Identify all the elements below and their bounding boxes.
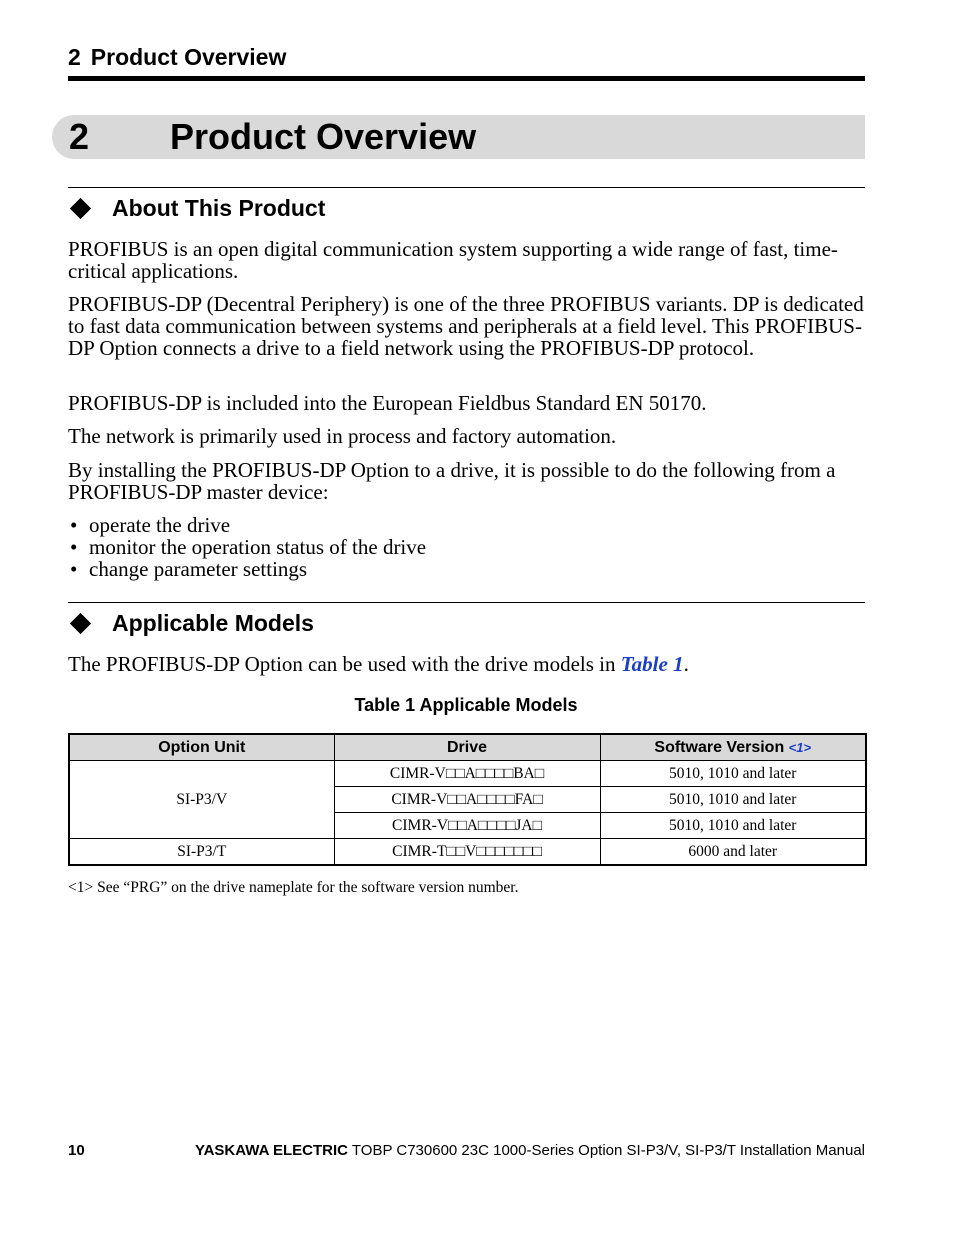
running-header: [68, 44, 286, 71]
table-link[interactable]: Table 1: [620, 652, 684, 676]
bullet-dot-icon: •: [70, 557, 78, 581]
table-row: [69, 761, 866, 787]
chapter-number: 2: [69, 116, 90, 157]
footnote-reference-link[interactable]: <1>: [788, 739, 812, 755]
table-cell: CIMR-V□□A□□□□JA□: [334, 813, 600, 839]
diamond-bullet-icon: [70, 613, 91, 634]
bullet-dot-icon: •: [70, 513, 78, 537]
column-header: Option Unit: [69, 734, 334, 761]
running-header-title: Product Overview: [90, 44, 287, 70]
section-title: About This Product: [112, 195, 326, 221]
document-info: [195, 1142, 865, 1159]
document-title: TOBP C730600 23C 1000-Series Option SI-P3/V, SI-P3/T Installation Manual: [348, 1142, 865, 1159]
paragraph: [68, 653, 868, 675]
table-cell: 5010, 1010 and later: [600, 787, 866, 813]
list-item: [70, 514, 426, 536]
table-cell: 5010, 1010 and later: [600, 761, 866, 787]
table-cell: SI-P3/V: [69, 761, 334, 839]
table-row: [69, 839, 866, 866]
paragraph-text: The PROFIBUS-DP Option can be used with the drive models in: [68, 652, 621, 676]
paragraph: PROFIBUS-DP (Decentral Periphery) is one of the three PROFIBUS variants. DP is dedicated to fast data communication between systems and peripherals at a field level. This PROFIBUS-DP Option connects a drive to a field network using the PROFIBUS-DP protocol.: [68, 292, 864, 360]
section-divider: [68, 602, 865, 603]
table-cell: SI-P3/T: [69, 839, 334, 866]
bullet-list: [70, 514, 426, 580]
section-divider: [68, 187, 865, 188]
paragraph: PROFIBUS is an open digital communication system supporting a wide range of fast, time-critical applications.: [68, 237, 838, 283]
paragraph-text: .: [683, 652, 689, 676]
list-item: [70, 536, 426, 558]
table-cell: 6000 and later: [600, 839, 866, 866]
paragraph: The network is primarily used in process and factory automation.: [68, 424, 617, 448]
chapter-title-bar: [52, 115, 865, 159]
table-cell: CIMR-T□□V□□□□□□□: [334, 839, 600, 866]
header-rule: [68, 76, 865, 81]
table-cell: CIMR-V□□A□□□□BA□: [334, 761, 600, 787]
section-heading-about: [68, 195, 325, 222]
paragraph: PROFIBUS-DP is included into the European Fieldbus Standard EN 50170.: [68, 391, 707, 415]
list-item: [70, 558, 426, 580]
table-caption: Table 1 Applicable Models: [354, 695, 578, 715]
table-footnote: <1> See “PRG” on the drive nameplate for the software version number.: [68, 879, 519, 896]
column-header: Drive: [334, 734, 600, 761]
section-title: Applicable Models: [112, 610, 314, 636]
list-item-text: operate the drive: [89, 513, 231, 537]
column-header-text: Software Version: [654, 738, 785, 756]
applicable-models-table: [68, 733, 867, 866]
diamond-bullet-icon: [70, 198, 91, 219]
section-heading-models: [68, 610, 314, 637]
table-cell: 5010, 1010 and later: [600, 813, 866, 839]
company-name: YASKAWA ELECTRIC: [194, 1142, 349, 1159]
column-header: [600, 734, 866, 761]
list-item-text: change parameter settings: [89, 557, 308, 581]
bullet-dot-icon: •: [70, 535, 78, 559]
running-header-number: 2: [68, 44, 81, 70]
list-item-text: monitor the operation status of the drive: [89, 535, 427, 559]
chapter-title: Product Overview: [170, 116, 477, 157]
table-header-row: [69, 734, 866, 761]
page-footer: [68, 1142, 865, 1159]
page-number: 10: [68, 1142, 85, 1159]
paragraph: By installing the PROFIBUS-DP Option to a drive, it is possible to do the following from a PROFIBUS-DP master device:: [68, 458, 836, 504]
table-cell: CIMR-V□□A□□□□FA□: [334, 787, 600, 813]
